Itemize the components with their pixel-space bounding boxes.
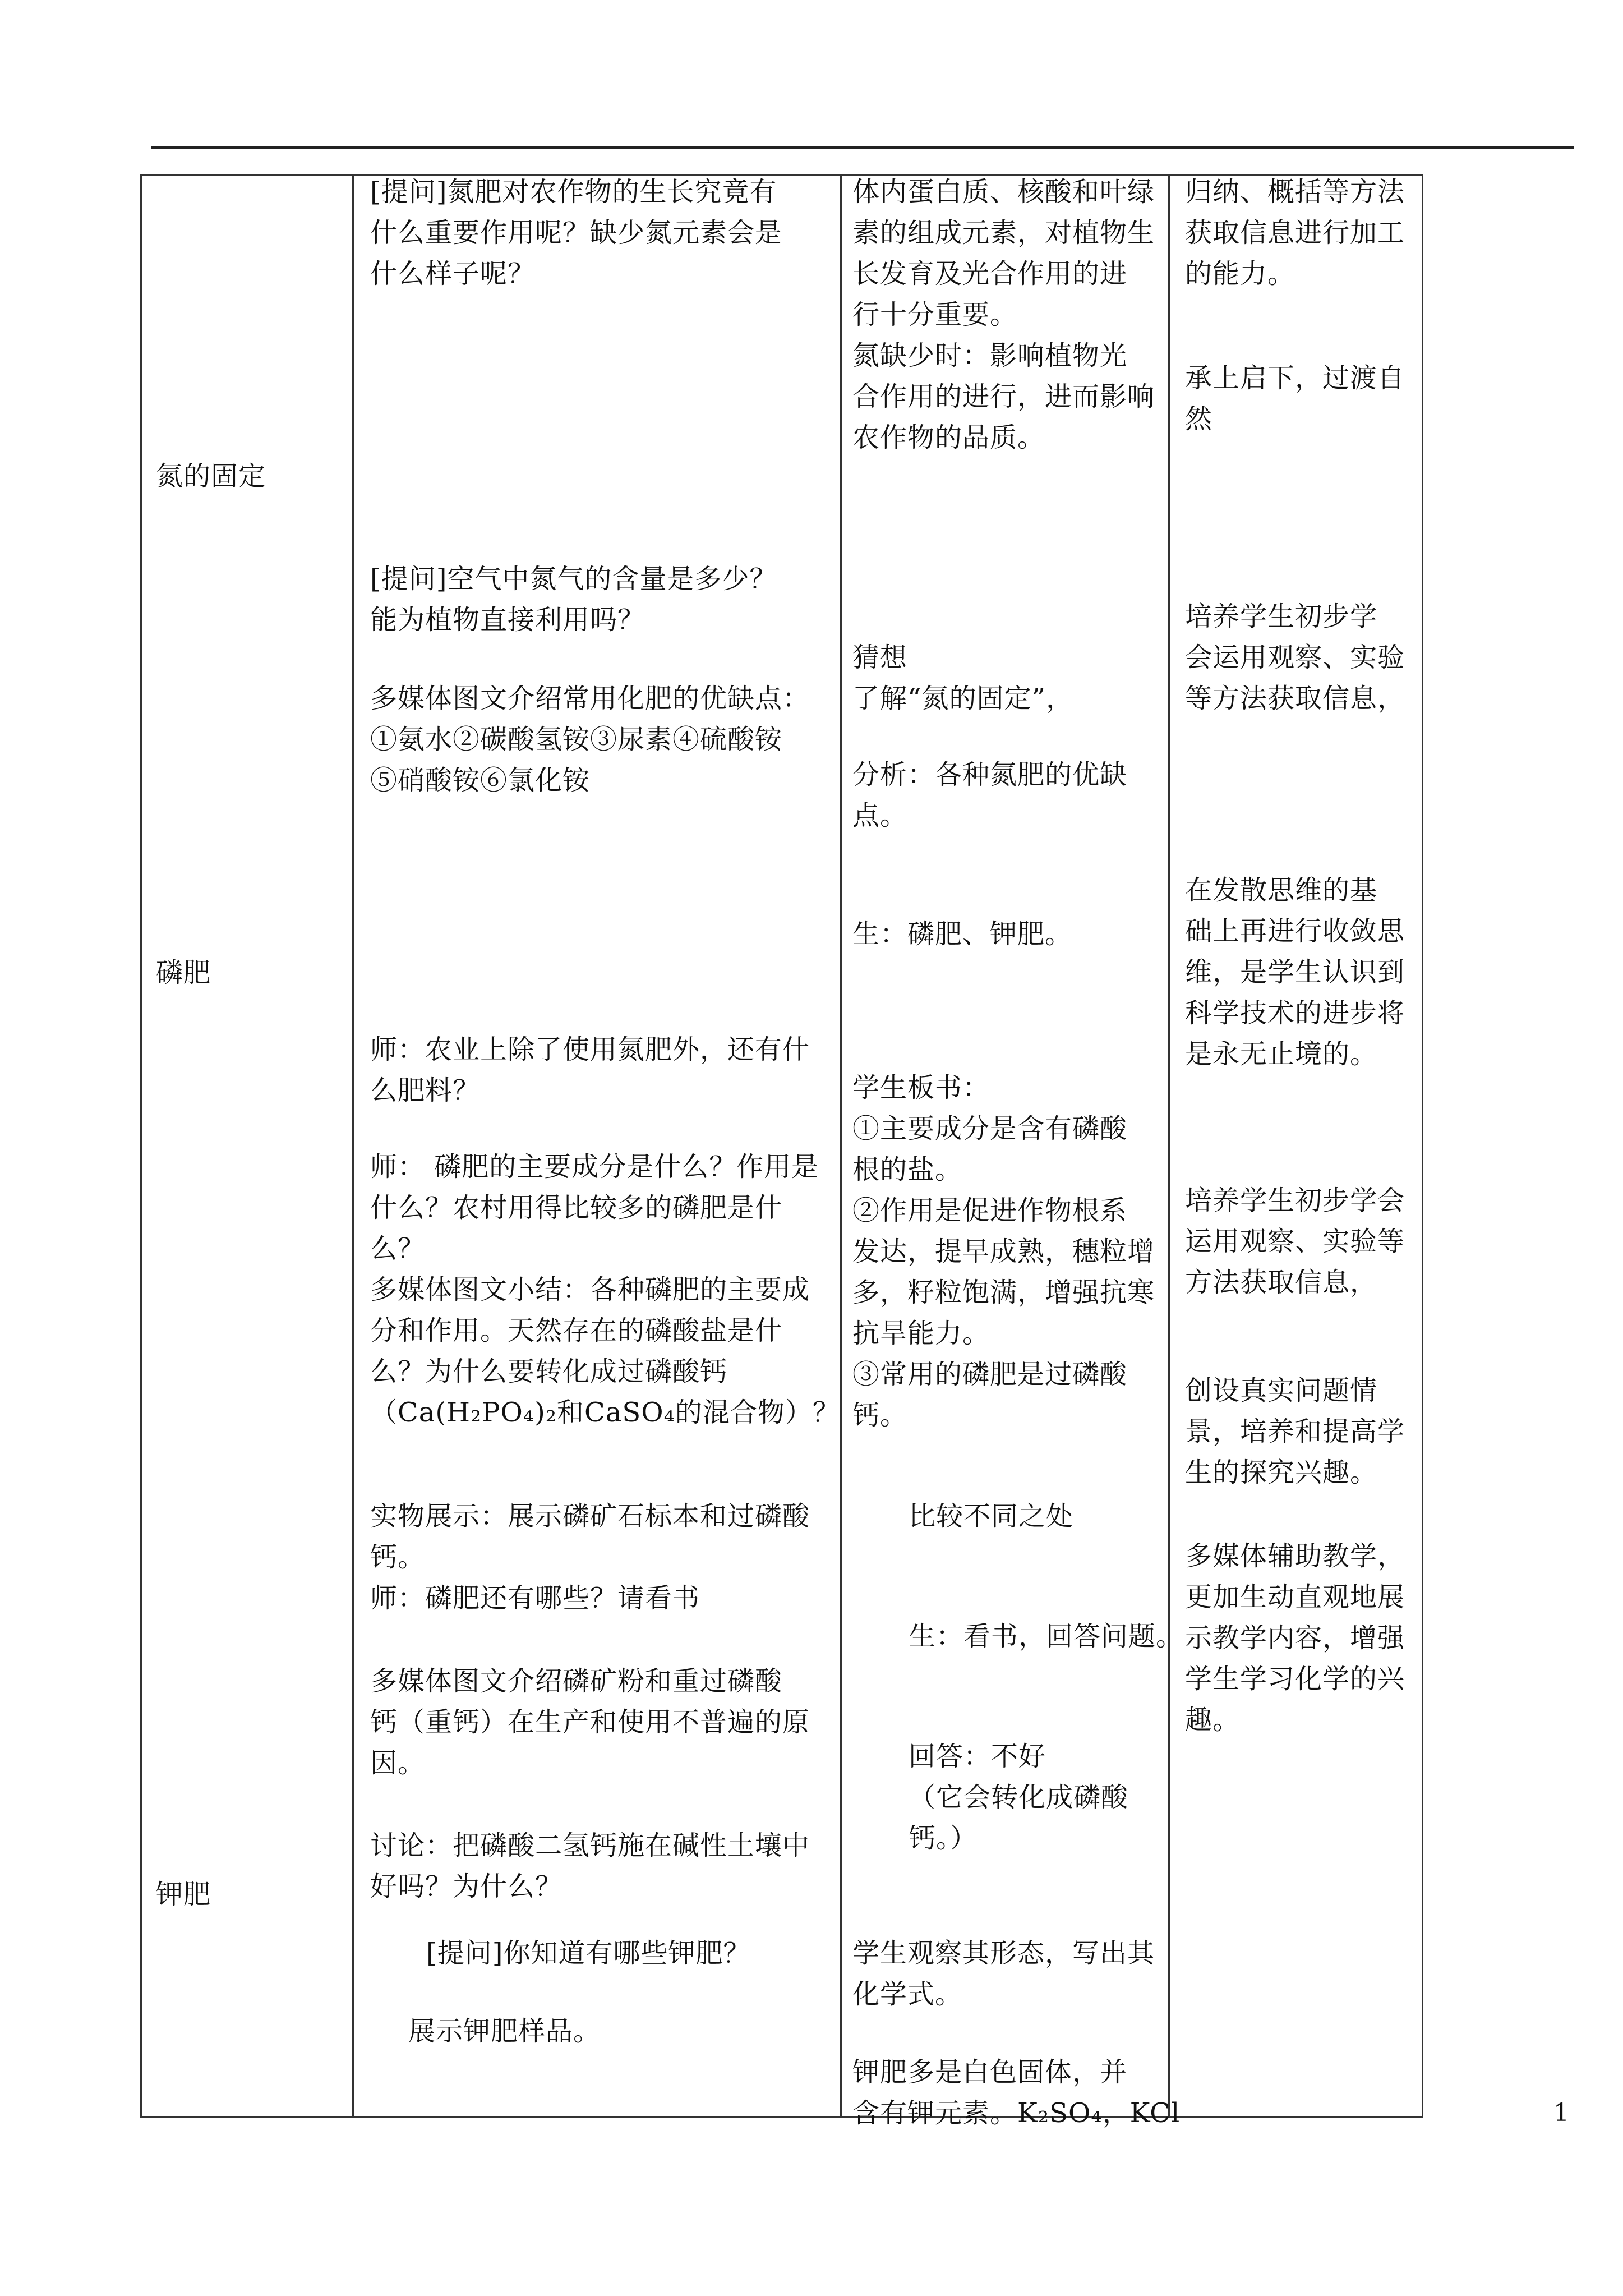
student-read-book: 生：看书，回答问题。 <box>909 1621 1184 1652</box>
intent-convergent-thinking: 在发散思维的基 础上再进行收敛思 维，是学生认识到 科学技术的进步将 是永无止境的。 <box>1185 875 1405 1070</box>
column-divider-3 <box>1168 174 1170 2118</box>
teacher-question-air-nitrogen: [提问]空气中氮气的含量是多少？ 能为植物直接利用吗？ <box>370 563 777 636</box>
intent-observation-skills-2: 培养学生初步学会 运用观察、实验等 方法获取信息， <box>1185 1185 1405 1298</box>
intent-summarize: 归纳、概括等方法 获取信息进行加工 的能力。 <box>1185 176 1405 289</box>
intent-transition: 承上启下，过渡自 然 <box>1185 362 1405 435</box>
potash-sample-display: 展示钾肥样品。 <box>408 2016 601 2047</box>
topic-nitrogen-fixation: 氮的固定 <box>156 461 266 492</box>
teacher-question-other-fertilizers: 师：农业上除了使用氮肥外，还有什 么肥料？ <box>370 1034 810 1106</box>
student-compare: 比较不同之处 <box>909 1501 1074 1532</box>
teacher-question-phosphate: 师： 磷肥的主要成分是什么？作用是 什么？农村用得比较多的磷肥是什 么？ 多媒体图文小结：各种磷肥的主要成 分和作用。天然存在的磷酸盐是什 么？为什么要转化成过磷酸钙 （Ca(H₂PO₄)₂和CaSO₄的混合物）？ <box>370 1151 840 1428</box>
student-answer-nitrogen-role: 体内蛋白质、核酸和叶绿 素的组成元素，对植物生 长发育及光合作用的进 行十分重要。 氮缺少时：影响植物光 合作用的进行，进而影响 农作物的品质。 <box>852 176 1155 453</box>
intent-observation-skills: 培养学生初步学 会运用观察、实验 等方法获取信息， <box>1185 601 1405 714</box>
intent-real-problem: 创设真实问题情 景，培养和提高学 生的探究兴趣。 <box>1185 1375 1405 1488</box>
multimedia-fertilizer-intro: 多媒体图文介绍常用化肥的优缺点： ①氨水②碳酸氢铵③尿素④硫酸铵 ⑤硝酸铵⑥氯化铵 <box>370 683 810 796</box>
teacher-question-nitrogen-role: [提问]氮肥对农作物的生长究竟有 什么重要作用呢？缺少氮元素会是 什么样子呢？ <box>370 176 783 289</box>
topic-phosphate-fertilizer: 磷肥 <box>156 957 211 988</box>
intent-multimedia: 多媒体辅助教学， 更加生动直观地展 示教学内容，增强 学生学习化学的兴 趣。 <box>1185 1540 1405 1736</box>
student-answer-fertilizers: 生：磷肥、钾肥。 <box>852 918 1073 950</box>
column-divider-1 <box>352 174 354 2118</box>
student-board-notes: 学生板书： ①主要成分是含有磷酸 根的盐。 ②作用是促进作物根系 发达，提早成熟，穗粒增 多，籽粒饱满，增强抗寒 抗旱能力。 ③常用的磷肥是过磷酸 钙。 <box>852 1072 1155 1431</box>
student-observe-potash: 学生观察其形态，写出其 化学式。 <box>852 1938 1155 2010</box>
column-divider-2 <box>840 174 842 2118</box>
page-number: 1 <box>1553 2099 1569 2127</box>
student-answer-alkaline: 回答：不好 （它会转化成磷酸 钙。） <box>909 1741 1129 1854</box>
student-analysis-nitrogen: 分析：各种氮肥的优缺 点。 <box>852 759 1128 831</box>
multimedia-phosphate-rock: 多媒体图文介绍磷矿粉和重过磷酸 钙（重钙）在生产和使用不普遍的原 因。 <box>370 1665 810 1779</box>
student-potash-description: 钾肥多是白色固体，并 含有钾元素。K₂SO₄，KCl <box>852 2056 1181 2129</box>
specimen-display: 实物展示：展示磷矿石标本和过磷酸 钙。 师：磷肥还有哪些？请看书 <box>370 1501 810 1614</box>
teacher-question-potash: [提问]你知道有哪些钾肥？ <box>426 1938 751 1969</box>
topic-potash-fertilizer: 钾肥 <box>156 1879 211 1910</box>
discussion-alkaline-soil: 讨论：把磷酸二氢钙施在碱性土壤中 好吗？为什么？ <box>370 1830 810 1902</box>
student-guess-fixation: 猜想 了解“氮的固定”， <box>852 642 1074 714</box>
header-rule <box>151 146 1574 149</box>
